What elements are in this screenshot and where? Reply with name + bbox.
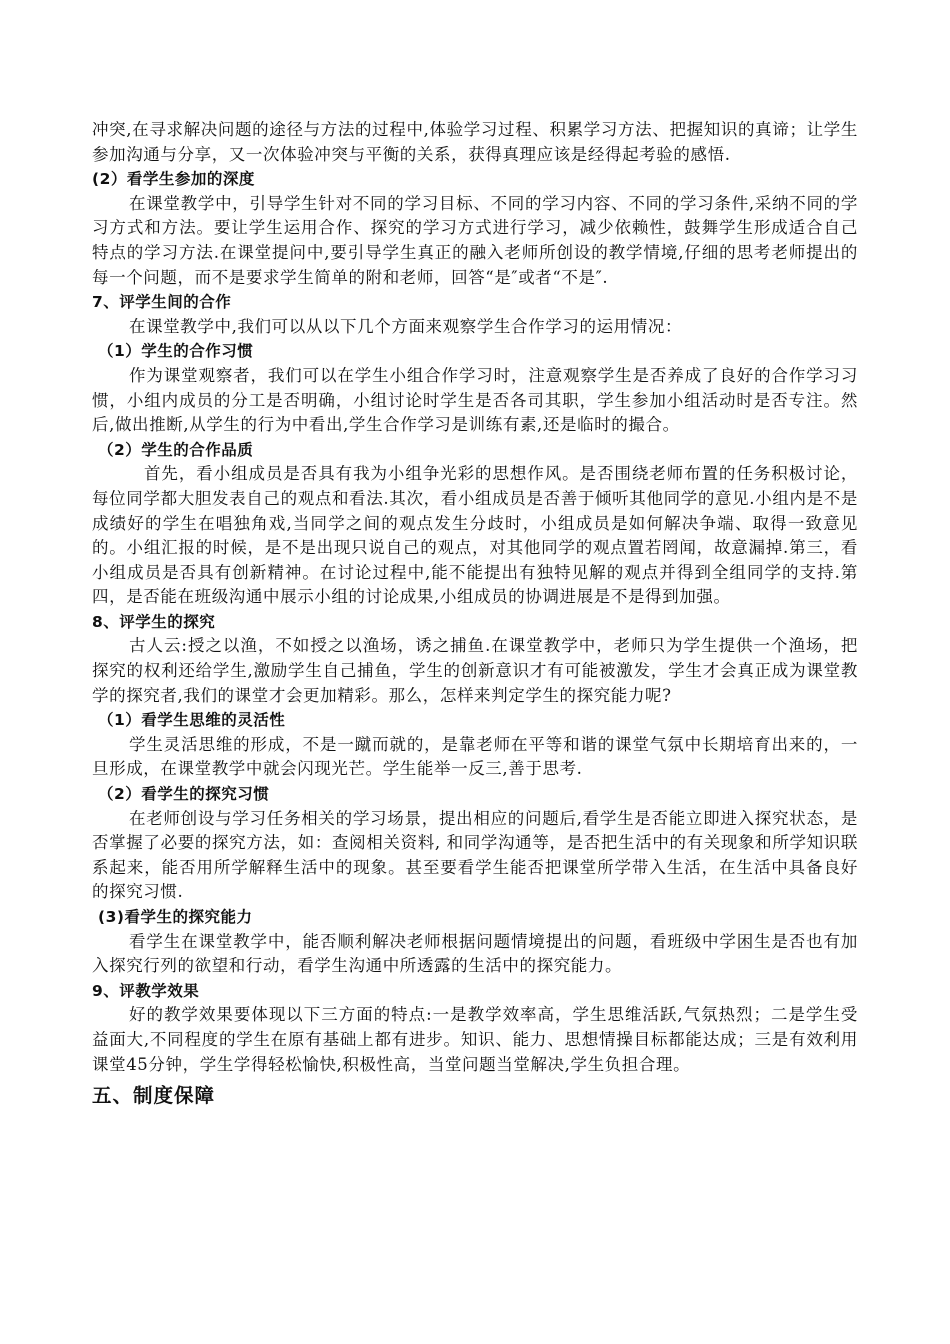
subsection-heading: （2）看学生的探究习惯 <box>98 785 270 804</box>
section-heading: (2）看学生参加的深度 <box>92 170 255 189</box>
paragraph: 古人云:授之以渔，不如授之以渔场，诱之捕鱼.在课堂教学中，老师只为学生提供一个渔场，把探究的权利还给学生,激励学生自己捕鱼，学生的创新意识才有可能被激发，学生才会真正成为课堂教学的探究者,我们的课堂才会更加精彩。那么，怎样来判定学生的探究能力呢? <box>92 636 858 705</box>
paragraph: 首先，看小组成员是否具有我为小组争光彩的思想作风。是否围绕老师布置的任务积极讨论，每位同学都大胆发表自己的观点和看法.其次，看小组成员是否善于倾听其他同学的意见.小组内是不是成绩好的学生在唱独角戏,当同学之间的观点发生分歧时，小组成员是如何解决争端、取得一致意见的。小组汇报的时候，是不是出现只说自己的观点，对其他同学的观点置若罔闻，故意漏掉.第三，看小组成员是否具有创新精神。在讨论过程中,能不能提出有独特见解的观点并得到全组同学的支持.第四，是否能在班级沟通中展示小组的讨论成果,小组成员的协调进展是不是得到加强。 <box>92 464 858 607</box>
section-heading: 8、评学生的探究 <box>92 612 216 631</box>
subsection-heading: （1）看学生思维的灵活性 <box>98 711 286 730</box>
paragraph: 在老师创设与学习任务相关的学习场景，提出相应的问题后,看学生是否能立即进入探究状态，是否掌握了必要的探究方法，如：查阅相关资料, 和同学沟通等，是否把生活中的有关现象和所学知识联系起来，能否用所学解释生活中的现象。甚至要看学生能否把课堂所学带入生活，在生活中具备良好的探究习惯. <box>92 808 858 902</box>
paragraph: 冲突,在寻求解决问题的途径与方法的过程中,体验学习过程、积累学习方法、把握知识的真谛；让学生参加沟通与分享，又一次体验冲突与平衡的关系，获得真理应该是经得起考验的感悟. <box>92 120 858 164</box>
chapter-heading: 五、制度保障 <box>92 1084 216 1108</box>
paragraph: 在课堂教学中,我们可以从以下几个方面来观察学生合作学习的运用情况： <box>129 316 683 336</box>
subsection-heading: (3)看学生的探究能力 <box>98 908 253 926</box>
document-page <box>92 118 858 1110</box>
subsection-heading: （2）学生的合作品质 <box>98 440 254 459</box>
paragraph: 作为课堂观察者，我们可以在学生小组合作学习时，注意观察学生是否养成了良好的合作学习习惯，小组内成员的分工是否明确，小组讨论时学生是否各司其职，学生参加小组活动时是否专注。然后,做出推断,从学生的行为中看出,学生合作学习是训练有素,还是临时的撮合。 <box>92 365 858 435</box>
paragraph: 在课堂教学中，引导学生针对不同的学习目标、不同的学习内容、不同的学习条件,采纳不同的学习方式和方法。要让学生运用合作、探究的学习方式进行学习，减少依赖性，鼓舞学生形成适合自己特点的学习方法.在课堂提问中,要引导学生真正的融入老师所创设的教学情境,仔细的思考老师提出的每一个问题，而不是要求学生简单的附和老师，回答“是″或者“不是″. <box>92 193 858 287</box>
paragraph: 学生灵活思维的形成，不是一蹴而就的，是靠老师在平等和谐的课堂气氛中长期培育出来的，一旦形成，在课堂教学中就会闪现光芒。学生能举一反三,善于思考. <box>92 734 858 779</box>
paragraph: 好的教学效果要体现以下三方面的特点:一是教学效率高，学生思维活跃,气氛热烈；二是学生受益面大,不同程度的学生在原有基础上都有进步。知识、能力、思想情操目标都能达成；三是有效利用课堂45分钟，学生学得轻松愉快,积极性高，当堂问题当堂解决,学生负担合理。 <box>92 1005 858 1074</box>
paragraph: 看学生在课堂教学中，能否顺利解决老师根据问题情境提出的问题，看班级中学困生是否也有加入探究行列的欲望和行动，看学生沟通中所透露的生活中的探究能力。 <box>92 931 858 976</box>
subsection-heading: （1）学生的合作习惯 <box>98 342 254 361</box>
section-heading: 9、评教学效果 <box>92 981 200 1000</box>
section-heading: 7、评学生间的合作 <box>92 293 232 312</box>
